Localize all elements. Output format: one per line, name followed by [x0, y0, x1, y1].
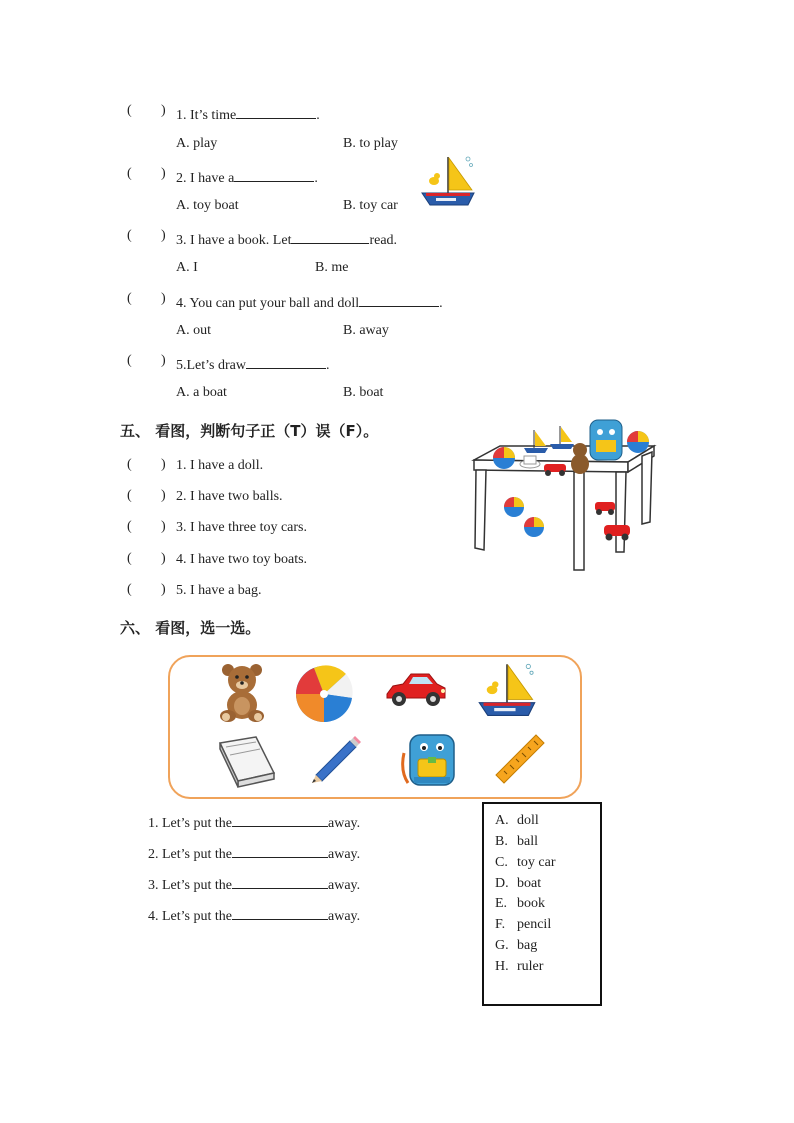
question-1: 1. It’s time .	[176, 104, 320, 124]
sentence-3: 3. Let’s put the away.	[148, 874, 360, 894]
answer-paren-open: (	[127, 582, 132, 597]
word-option: F. pencil	[495, 917, 552, 932]
statement-5: 5. I have a bag.	[176, 583, 262, 598]
statement-3: 3. I have three toy cars.	[176, 520, 307, 535]
answer-paren-open: (	[127, 457, 132, 472]
question-3: 3. I have a book. Let read.	[176, 229, 397, 249]
answer-blank[interactable]	[232, 874, 328, 889]
answer-paren-open: (	[127, 353, 132, 368]
option-a: A. I	[176, 260, 198, 275]
option-b: B. me	[315, 260, 349, 275]
answer-paren-open: (	[127, 291, 132, 306]
answer-paren-close: )	[161, 228, 166, 243]
option-a: A. play	[176, 136, 218, 151]
sentence-1: 1. Let’s put the away.	[148, 812, 360, 832]
answer-paren-close: )	[161, 488, 166, 503]
word-option: A. doll	[495, 813, 539, 828]
option-b: B. to play	[343, 136, 398, 151]
answer-blank[interactable]	[232, 843, 328, 858]
question-5: 5.Let’s draw .	[176, 354, 329, 374]
statement-4: 4. I have two toy boats.	[176, 552, 308, 567]
answer-blank[interactable]	[359, 292, 439, 307]
answer-paren-close: )	[161, 353, 166, 368]
question-4: 4. You can put your ball and doll .	[176, 292, 443, 312]
ruler-icon	[492, 731, 548, 787]
answer-blank[interactable]	[291, 229, 369, 244]
statement-2: 2. I have two balls.	[176, 489, 283, 504]
answer-paren-open: (	[127, 551, 132, 566]
answer-paren-close: )	[161, 103, 166, 118]
answer-paren-close: )	[161, 457, 166, 472]
answer-paren-open: (	[127, 166, 132, 181]
sentence-2: 2. Let’s put the away.	[148, 843, 360, 863]
beach-ball-icon	[294, 664, 354, 724]
book-icon	[216, 733, 278, 789]
option-b: B. boat	[343, 385, 384, 400]
option-a: A. toy boat	[176, 198, 239, 213]
sentence-4: 4. Let’s put the away.	[148, 905, 360, 925]
teddy-bear-icon	[214, 660, 270, 724]
word-bank-box	[482, 802, 602, 1006]
option-a: A. out	[176, 323, 211, 338]
word-option: E. book	[495, 896, 545, 911]
toy-car-icon	[383, 668, 449, 710]
answer-blank[interactable]	[236, 104, 316, 119]
answer-paren-close: )	[161, 551, 166, 566]
answer-paren-close: )	[161, 519, 166, 534]
answer-blank[interactable]	[232, 812, 328, 827]
toy-boat-icon	[418, 153, 478, 213]
answer-blank[interactable]	[246, 354, 326, 369]
table-with-toys-illustration	[468, 412, 658, 577]
word-option: D. boat	[495, 876, 542, 891]
option-a: A. a boat	[176, 385, 227, 400]
question-2: 2. I have a .	[176, 167, 318, 187]
option-b: B. toy car	[343, 198, 398, 213]
answer-paren-open: (	[127, 228, 132, 243]
pencil-icon	[308, 733, 362, 785]
answer-paren-open: (	[127, 488, 132, 503]
statement-1: 1. I have a doll.	[176, 458, 264, 473]
word-option: G. bag	[495, 938, 538, 953]
answer-paren-close: )	[161, 582, 166, 597]
answer-paren-close: )	[161, 291, 166, 306]
answer-blank[interactable]	[234, 167, 314, 182]
toy-boat-icon	[475, 660, 539, 724]
option-b: B. away	[343, 323, 389, 338]
word-option: B. ball	[495, 834, 538, 849]
word-option: H. ruler	[495, 959, 544, 974]
answer-paren-close: )	[161, 166, 166, 181]
backpack-icon	[398, 731, 464, 789]
answer-paren-open: (	[127, 103, 132, 118]
answer-blank[interactable]	[232, 905, 328, 920]
word-option: C. toy car	[495, 855, 556, 870]
section-6-title: 六、 看图，选一选。	[120, 619, 261, 637]
answer-paren-open: (	[127, 519, 132, 534]
section-5-title: 五、 看图，判断句子正（T）误（F）。	[120, 422, 379, 440]
